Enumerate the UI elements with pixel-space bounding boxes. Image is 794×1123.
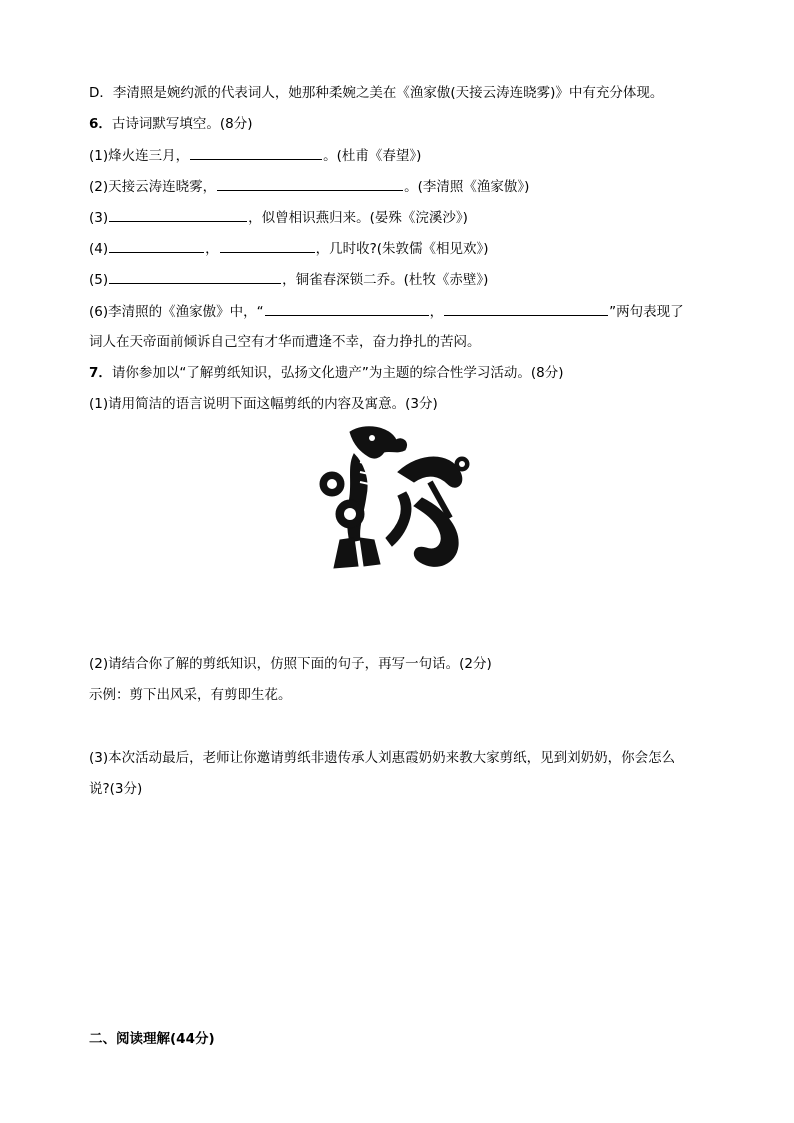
question-6-2: (2)天接云涛连晓雾， 。(李清照《渔家傲》) xyxy=(89,179,530,195)
section-2-heading: 二、阅读理解(44分) xyxy=(89,1031,215,1047)
question-6-title: 6．古诗词默写填空。(8分) xyxy=(89,116,253,132)
question-6-3: (3) ，似曾相识燕归来。(晏殊《浣溪沙》) xyxy=(89,210,468,226)
question-7-title: 7．请你参加以“了解剪纸知识，弘扬文化遗产”为主题的综合性学习活动。(8分) xyxy=(89,365,564,381)
question-6-4: (4) ， ，几时收?(朱敦儒《相见欢》) xyxy=(89,241,489,257)
question-7-2: (2)请结合你了解的剪纸知识，仿照下面的句子，再写一句话。(2分) xyxy=(89,656,492,672)
answer-blank[interactable] xyxy=(220,239,315,253)
question-7-2-example: 示例：剪下出风采，有剪即生花。 xyxy=(89,687,292,703)
question-7-1: (1)请用简洁的语言说明下面这幅剪纸的内容及寓意。(3分) xyxy=(89,396,438,412)
question-6-1: (1)烽火连三月， 。(杜甫《春望》) xyxy=(89,148,422,164)
answer-blank[interactable] xyxy=(190,146,322,160)
answer-blank[interactable] xyxy=(265,302,429,316)
question-7-3-cont: 说?(3分) xyxy=(89,781,143,797)
question-7-3: (3)本次活动最后，老师让你邀请剪纸非遗传承人刘惠霞奶奶来教大家剪纸，见到刘奶奶，你会怎么 xyxy=(89,750,676,766)
answer-blank[interactable] xyxy=(109,239,204,253)
answer-blank[interactable] xyxy=(109,270,281,284)
question-6-6-cont: 词人在天帝面前倾诉自己空有才华而遭逢不幸，奋力挣扎的苦闷。 xyxy=(89,334,481,350)
answer-blank[interactable] xyxy=(444,302,608,316)
question-6-5: (5) ，铜雀春深锁二乔。(杜牧《赤壁》) xyxy=(89,272,489,288)
option-d: D．李清照是婉约派的代表词人，她那种柔婉之美在《渔家傲(天接云涛连晓雾)》中有充分体现。 xyxy=(89,85,664,101)
question-6-6: (6)李清照的《渔家傲》中，“ ， ”两句表现了 xyxy=(89,304,684,320)
paper-cut-icon xyxy=(310,422,480,572)
answer-blank[interactable] xyxy=(109,208,247,222)
answer-blank[interactable] xyxy=(217,177,403,191)
